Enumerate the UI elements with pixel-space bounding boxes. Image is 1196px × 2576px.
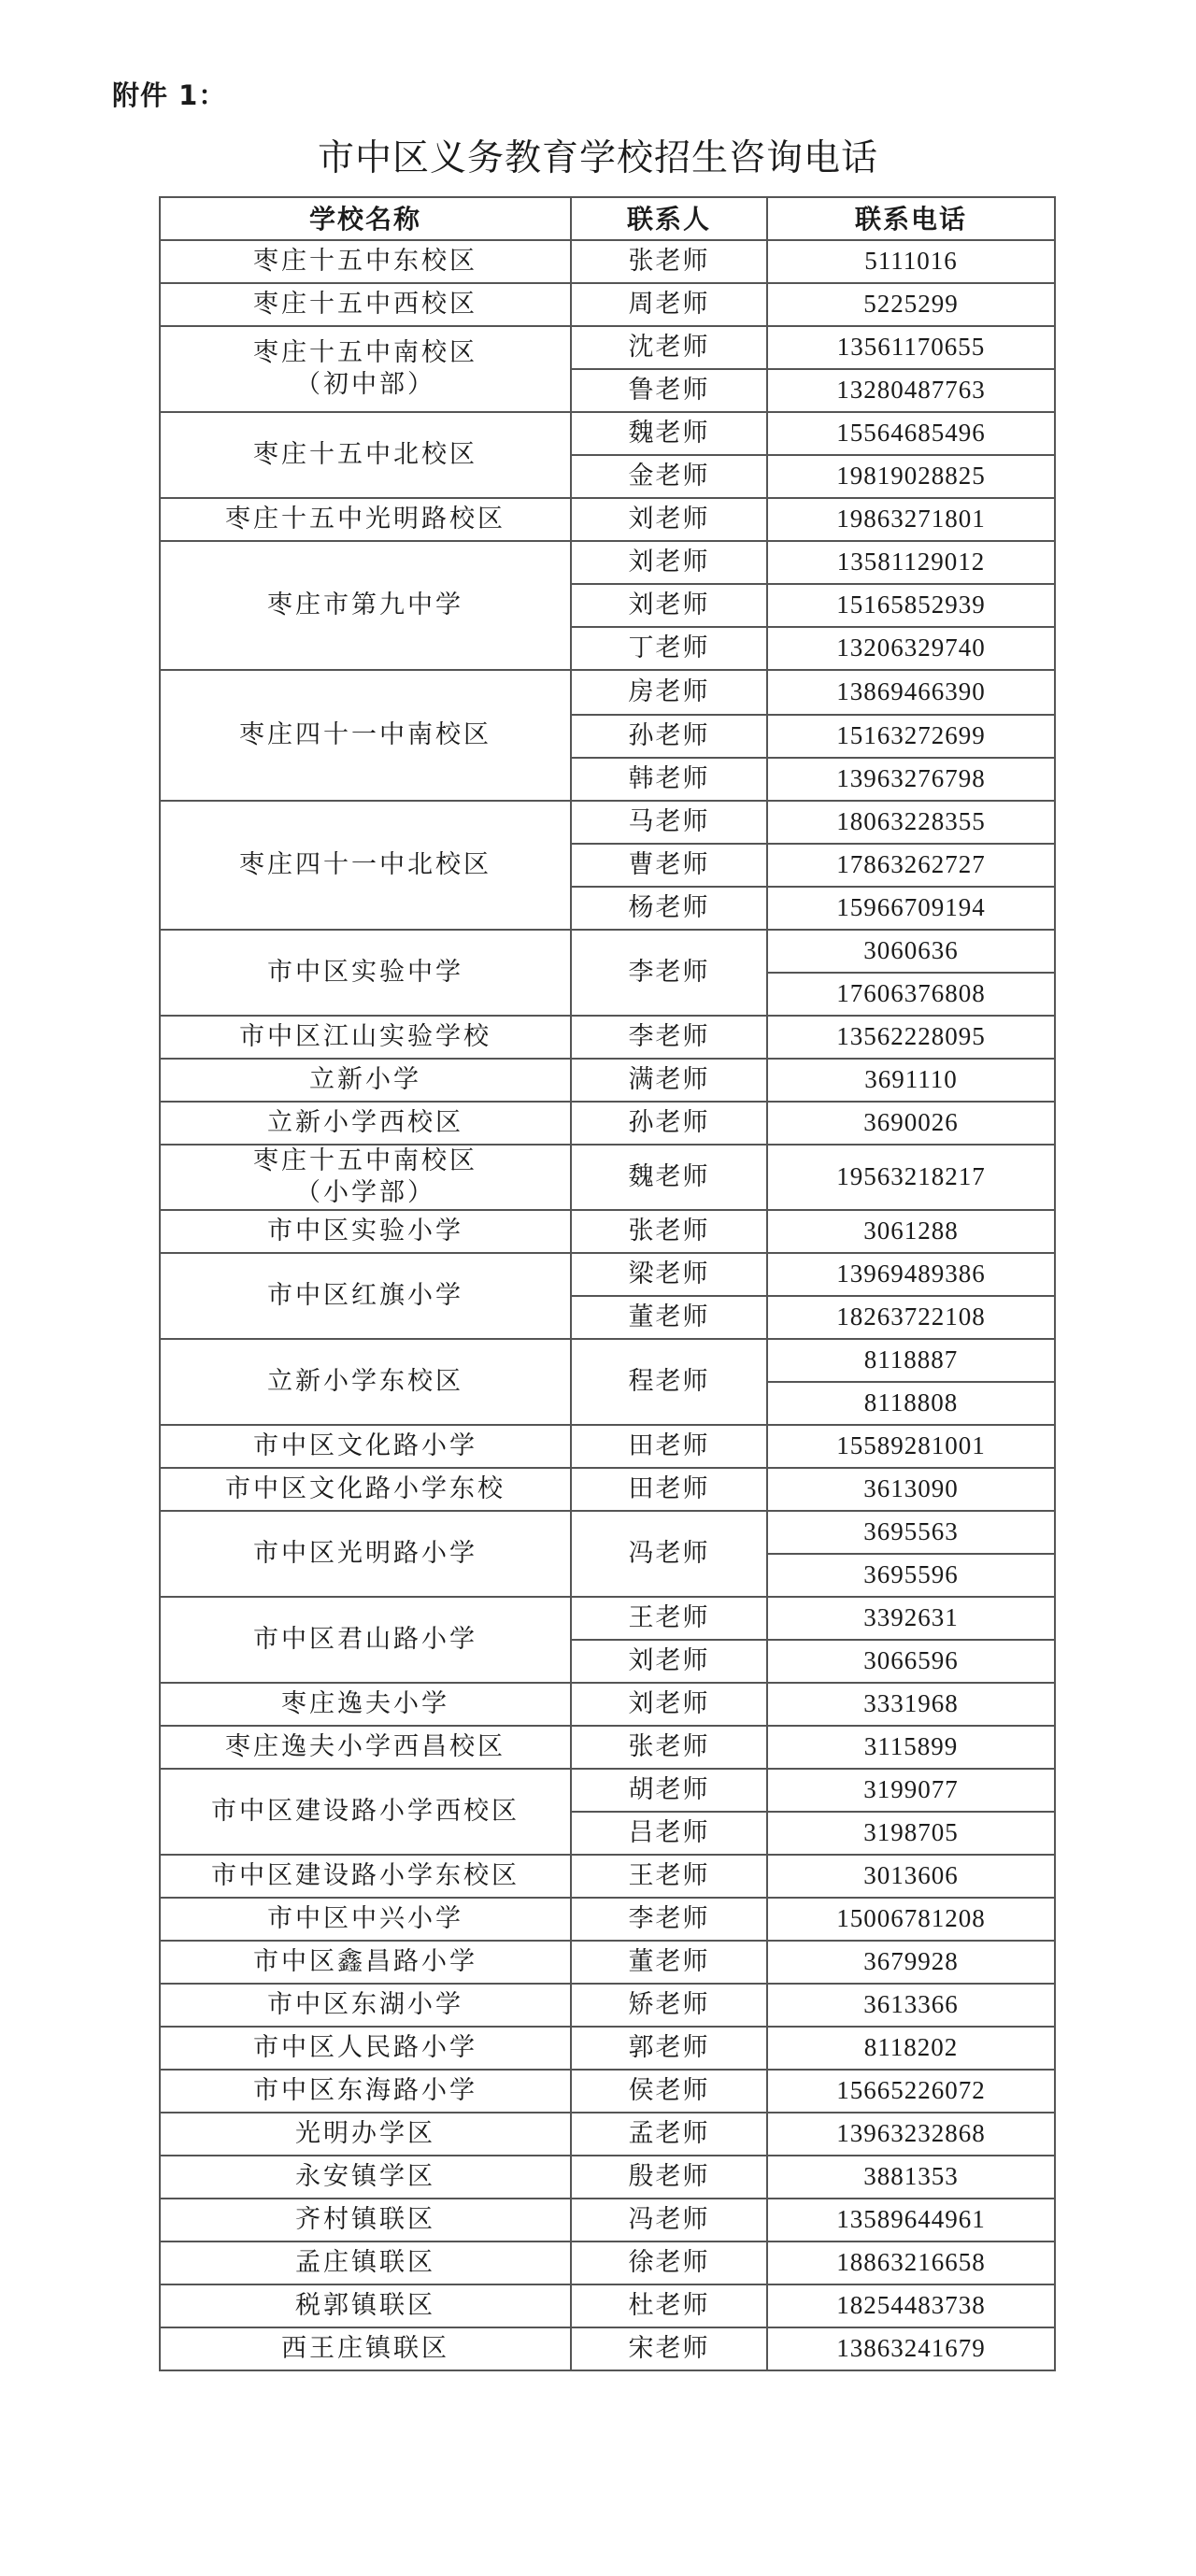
school-name-cell [160, 326, 571, 412]
school-name: 枣庄逸夫小学西昌校区 [225, 1731, 505, 1761]
school-name-cell [160, 2156, 571, 2199]
table-body [160, 240, 1055, 2370]
table-row [160, 930, 1055, 973]
school-name-cell [160, 1855, 571, 1898]
phone-number: 8118202 [767, 2027, 1055, 2070]
school-name-note: （小学部） [295, 1177, 435, 1207]
school-name: 市中区实验小学 [267, 1216, 463, 1245]
school-name: 市中区建设路小学东校区 [211, 1860, 520, 1890]
phone-number: 3691110 [767, 1059, 1055, 1102]
school-name-cell [160, 1683, 571, 1726]
contact-person: 李老师 [571, 1016, 767, 1059]
phone-number: 17606376808 [767, 973, 1055, 1016]
phone-number: 8118808 [767, 1382, 1055, 1425]
phone-number: 18254483738 [767, 2284, 1055, 2327]
phone-number: 13561170655 [767, 326, 1055, 369]
contact-person: 刘老师 [571, 541, 767, 584]
phone-number: 13869466390 [767, 670, 1055, 715]
contact-person: 张老师 [571, 1210, 767, 1253]
school-name-cell [160, 1769, 571, 1855]
attachment-label: 附件 1： [112, 79, 227, 111]
school-name: 市中区东海路小学 [253, 2075, 477, 2105]
phone-number: 3392631 [767, 1597, 1055, 1640]
contact-person: 金老师 [571, 455, 767, 498]
phone-number: 19819028825 [767, 455, 1055, 498]
school-name-cell [160, 930, 571, 1016]
contact-person: 李老师 [571, 1898, 767, 1941]
phone-number: 18263722108 [767, 1296, 1055, 1339]
phone-number: 13963232868 [767, 2113, 1055, 2156]
contact-person: 董老师 [571, 1941, 767, 1984]
school-name: 枣庄十五中西校区 [253, 290, 477, 320]
school-name-cell [160, 1941, 571, 1984]
phone-number: 15006781208 [767, 1898, 1055, 1941]
phone-number: 3115899 [767, 1726, 1055, 1769]
table-row [160, 1683, 1055, 1726]
school-name-cell [160, 670, 571, 801]
school-name: 市中区文化路小学东校 [225, 1473, 505, 1503]
school-name: 孟庄镇联区 [295, 2247, 435, 2277]
contact-person: 刘老师 [571, 584, 767, 627]
school-name-cell [160, 412, 571, 498]
contact-person: 张老师 [571, 1726, 767, 1769]
school-name: 齐村镇联区 [295, 2204, 435, 2234]
school-name-cell [160, 1145, 571, 1210]
phone-number: 3881353 [767, 2156, 1055, 2199]
contact-person: 梁老师 [571, 1253, 767, 1296]
school-name-cell [160, 1984, 571, 2027]
phone-number: 3695563 [767, 1511, 1055, 1554]
table-row [160, 541, 1055, 584]
phone-number: 15966709194 [767, 887, 1055, 930]
header-contact-person: 联系人 [571, 197, 767, 240]
phone-number: 3198705 [767, 1812, 1055, 1855]
contact-person: 胡老师 [571, 1769, 767, 1812]
table-row [160, 2156, 1055, 2199]
phone-number: 15589281001 [767, 1425, 1055, 1468]
school-name-cell [160, 1339, 571, 1425]
phone-number: 13581129012 [767, 541, 1055, 584]
table-row [160, 1855, 1055, 1898]
table-row [160, 1425, 1055, 1468]
table-row [160, 412, 1055, 455]
contact-person: 董老师 [571, 1296, 767, 1339]
school-name: 枣庄四十一中南校区 [239, 720, 491, 750]
phone-number: 3060636 [767, 930, 1055, 973]
table-row [160, 1597, 1055, 1640]
school-name: 立新小学 [309, 1065, 421, 1095]
contact-person: 王老师 [571, 1597, 767, 1640]
table-row [160, 2199, 1055, 2242]
school-name: 税郭镇联区 [295, 2290, 435, 2320]
school-name: 立新小学西校区 [267, 1108, 463, 1138]
contact-person: 刘老师 [571, 498, 767, 541]
contact-person: 王老师 [571, 1855, 767, 1898]
phone-number: 3066596 [767, 1640, 1055, 1683]
phone-number: 13969489386 [767, 1253, 1055, 1296]
table-row [160, 1769, 1055, 1812]
school-name-cell [160, 2027, 571, 2070]
page-title: 市中区义务教育学校招生咨询电话 [317, 137, 878, 179]
table-row [160, 2113, 1055, 2156]
table-row [160, 326, 1055, 369]
table-row [160, 2242, 1055, 2284]
school-name-cell [160, 541, 571, 670]
school-name-cell [160, 283, 571, 326]
phone-number: 3613366 [767, 1984, 1055, 2027]
school-name-cell [160, 1210, 571, 1253]
table-row [160, 1898, 1055, 1941]
school-name-cell [160, 2199, 571, 2242]
table-row [160, 1339, 1055, 1382]
school-name-cell [160, 498, 571, 541]
phone-number: 13589644961 [767, 2199, 1055, 2242]
school-name-cell [160, 240, 571, 283]
school-name-cell [160, 801, 571, 930]
school-name: 枣庄十五中光明路校区 [225, 505, 505, 534]
contact-person: 房老师 [571, 670, 767, 715]
table-row [160, 1726, 1055, 1769]
contact-person: 沈老师 [571, 326, 767, 369]
contact-person: 殷老师 [571, 2156, 767, 2199]
contact-person: 曹老师 [571, 844, 767, 887]
table-row [160, 1145, 1055, 1210]
contact-person: 刘老师 [571, 1640, 767, 1683]
school-name: 市中区君山路小学 [253, 1624, 477, 1654]
contact-person: 满老师 [571, 1059, 767, 1102]
phone-number: 15665226072 [767, 2070, 1055, 2113]
table-row [160, 801, 1055, 844]
contact-person: 魏老师 [571, 1145, 767, 1210]
contact-person: 杜老师 [571, 2284, 767, 2327]
contact-person: 侯老师 [571, 2070, 767, 2113]
table-row [160, 1468, 1055, 1511]
phone-number: 3613090 [767, 1468, 1055, 1511]
school-name: 枣庄市第九中学 [267, 591, 463, 620]
phone-number: 13206329740 [767, 627, 1055, 670]
table-row [160, 1941, 1055, 1984]
contact-person: 李老师 [571, 930, 767, 1016]
school-name: 光明办学区 [295, 2118, 435, 2148]
school-name: 市中区鑫昌路小学 [253, 1946, 477, 1976]
phone-number: 13963276798 [767, 758, 1055, 801]
table-row [160, 670, 1055, 715]
contact-person: 田老师 [571, 1468, 767, 1511]
header-school-name: 学校名称 [160, 197, 571, 240]
phone-number: 3331968 [767, 1683, 1055, 1726]
contact-person: 冯老师 [571, 2199, 767, 2242]
contact-table [159, 196, 1056, 2371]
school-name-cell [160, 2070, 571, 2113]
phone-number: 3199077 [767, 1769, 1055, 1812]
table-row [160, 1102, 1055, 1145]
school-name: 枣庄十五中南校区 [253, 1146, 477, 1175]
phone-number: 13280487763 [767, 369, 1055, 412]
phone-number: 18863216658 [767, 2242, 1055, 2284]
phone-number: 5111016 [767, 240, 1055, 283]
contact-person: 杨老师 [571, 887, 767, 930]
school-name-cell [160, 1253, 571, 1339]
contact-person: 张老师 [571, 240, 767, 283]
school-name: 市中区人民路小学 [253, 2032, 477, 2062]
school-name: 市中区红旗小学 [267, 1280, 463, 1310]
school-name-cell [160, 1016, 571, 1059]
contact-person: 吕老师 [571, 1812, 767, 1855]
school-name-cell [160, 2242, 571, 2284]
header-phone: 联系电话 [767, 197, 1055, 240]
school-name: 枣庄十五中东校区 [253, 247, 477, 277]
table-row [160, 1059, 1055, 1102]
school-name: 市中区实验中学 [267, 958, 463, 988]
contact-person: 韩老师 [571, 758, 767, 801]
school-name: 市中区东湖小学 [267, 1989, 463, 2019]
contact-person: 丁老师 [571, 627, 767, 670]
contact-person: 孟老师 [571, 2113, 767, 2156]
phone-number: 13863241679 [767, 2327, 1055, 2370]
school-name-cell [160, 1898, 571, 1941]
phone-number: 5225299 [767, 283, 1055, 326]
table-row [160, 1016, 1055, 1059]
school-name: 市中区文化路小学 [253, 1430, 477, 1460]
contact-person: 矫老师 [571, 1984, 767, 2027]
contact-person: 田老师 [571, 1425, 767, 1468]
table-row [160, 2070, 1055, 2113]
school-name: 枣庄逸夫小学 [281, 1688, 449, 1718]
table-row [160, 2327, 1055, 2370]
school-name-cell [160, 1059, 571, 1102]
school-name-cell [160, 1726, 571, 1769]
contact-person: 刘老师 [571, 1683, 767, 1726]
school-name-cell [160, 2284, 571, 2327]
school-name-cell [160, 1597, 571, 1683]
school-name: 立新小学东校区 [267, 1366, 463, 1396]
school-name-cell [160, 2113, 571, 2156]
school-name-cell [160, 1511, 571, 1597]
table-header-row [160, 197, 1055, 240]
contact-person: 宋老师 [571, 2327, 767, 2370]
school-name: 枣庄四十一中北校区 [239, 850, 491, 880]
contact-person: 鲁老师 [571, 369, 767, 412]
school-name: 市中区光明路小学 [253, 1538, 477, 1568]
table-row [160, 240, 1055, 283]
school-name: 枣庄十五中北校区 [253, 440, 477, 470]
school-name: 西王庄镇联区 [281, 2333, 449, 2363]
phone-number: 15564685496 [767, 412, 1055, 455]
phone-number: 3690026 [767, 1102, 1055, 1145]
school-name: 永安镇学区 [295, 2161, 435, 2191]
phone-number: 3679928 [767, 1941, 1055, 1984]
contact-person: 冯老师 [571, 1511, 767, 1597]
contact-person: 孙老师 [571, 715, 767, 758]
phone-number: 17863262727 [767, 844, 1055, 887]
table-row [160, 283, 1055, 326]
school-name: 枣庄十五中南校区 [253, 338, 477, 368]
school-name-cell [160, 2327, 571, 2370]
phone-number: 3013606 [767, 1855, 1055, 1898]
phone-number: 15165852939 [767, 584, 1055, 627]
phone-number: 8118887 [767, 1339, 1055, 1382]
phone-number: 19863271801 [767, 498, 1055, 541]
table-row [160, 1253, 1055, 1296]
contact-person: 程老师 [571, 1339, 767, 1425]
contact-person: 马老师 [571, 801, 767, 844]
school-name: 市中区建设路小学西校区 [211, 1796, 520, 1826]
table-row [160, 1210, 1055, 1253]
table-row [160, 1984, 1055, 2027]
contact-person: 孙老师 [571, 1102, 767, 1145]
table-row [160, 1511, 1055, 1554]
phone-number: 13562228095 [767, 1016, 1055, 1059]
phone-number: 19563218217 [767, 1145, 1055, 1210]
school-name-cell [160, 1468, 571, 1511]
school-name-cell [160, 1102, 571, 1145]
school-name: 市中区中兴小学 [267, 1903, 463, 1933]
phone-number: 3695596 [767, 1554, 1055, 1597]
phone-number: 18063228355 [767, 801, 1055, 844]
phone-number: 15163272699 [767, 715, 1055, 758]
contact-person: 周老师 [571, 283, 767, 326]
table-row [160, 2284, 1055, 2327]
contact-person: 徐老师 [571, 2242, 767, 2284]
school-name: 市中区江山实验学校 [239, 1022, 491, 1052]
phone-number: 3061288 [767, 1210, 1055, 1253]
school-name-cell [160, 1425, 571, 1468]
table-row [160, 498, 1055, 541]
contact-person: 郭老师 [571, 2027, 767, 2070]
school-name-note: （初中部） [295, 370, 435, 399]
table-row [160, 2027, 1055, 2070]
contact-person: 魏老师 [571, 412, 767, 455]
